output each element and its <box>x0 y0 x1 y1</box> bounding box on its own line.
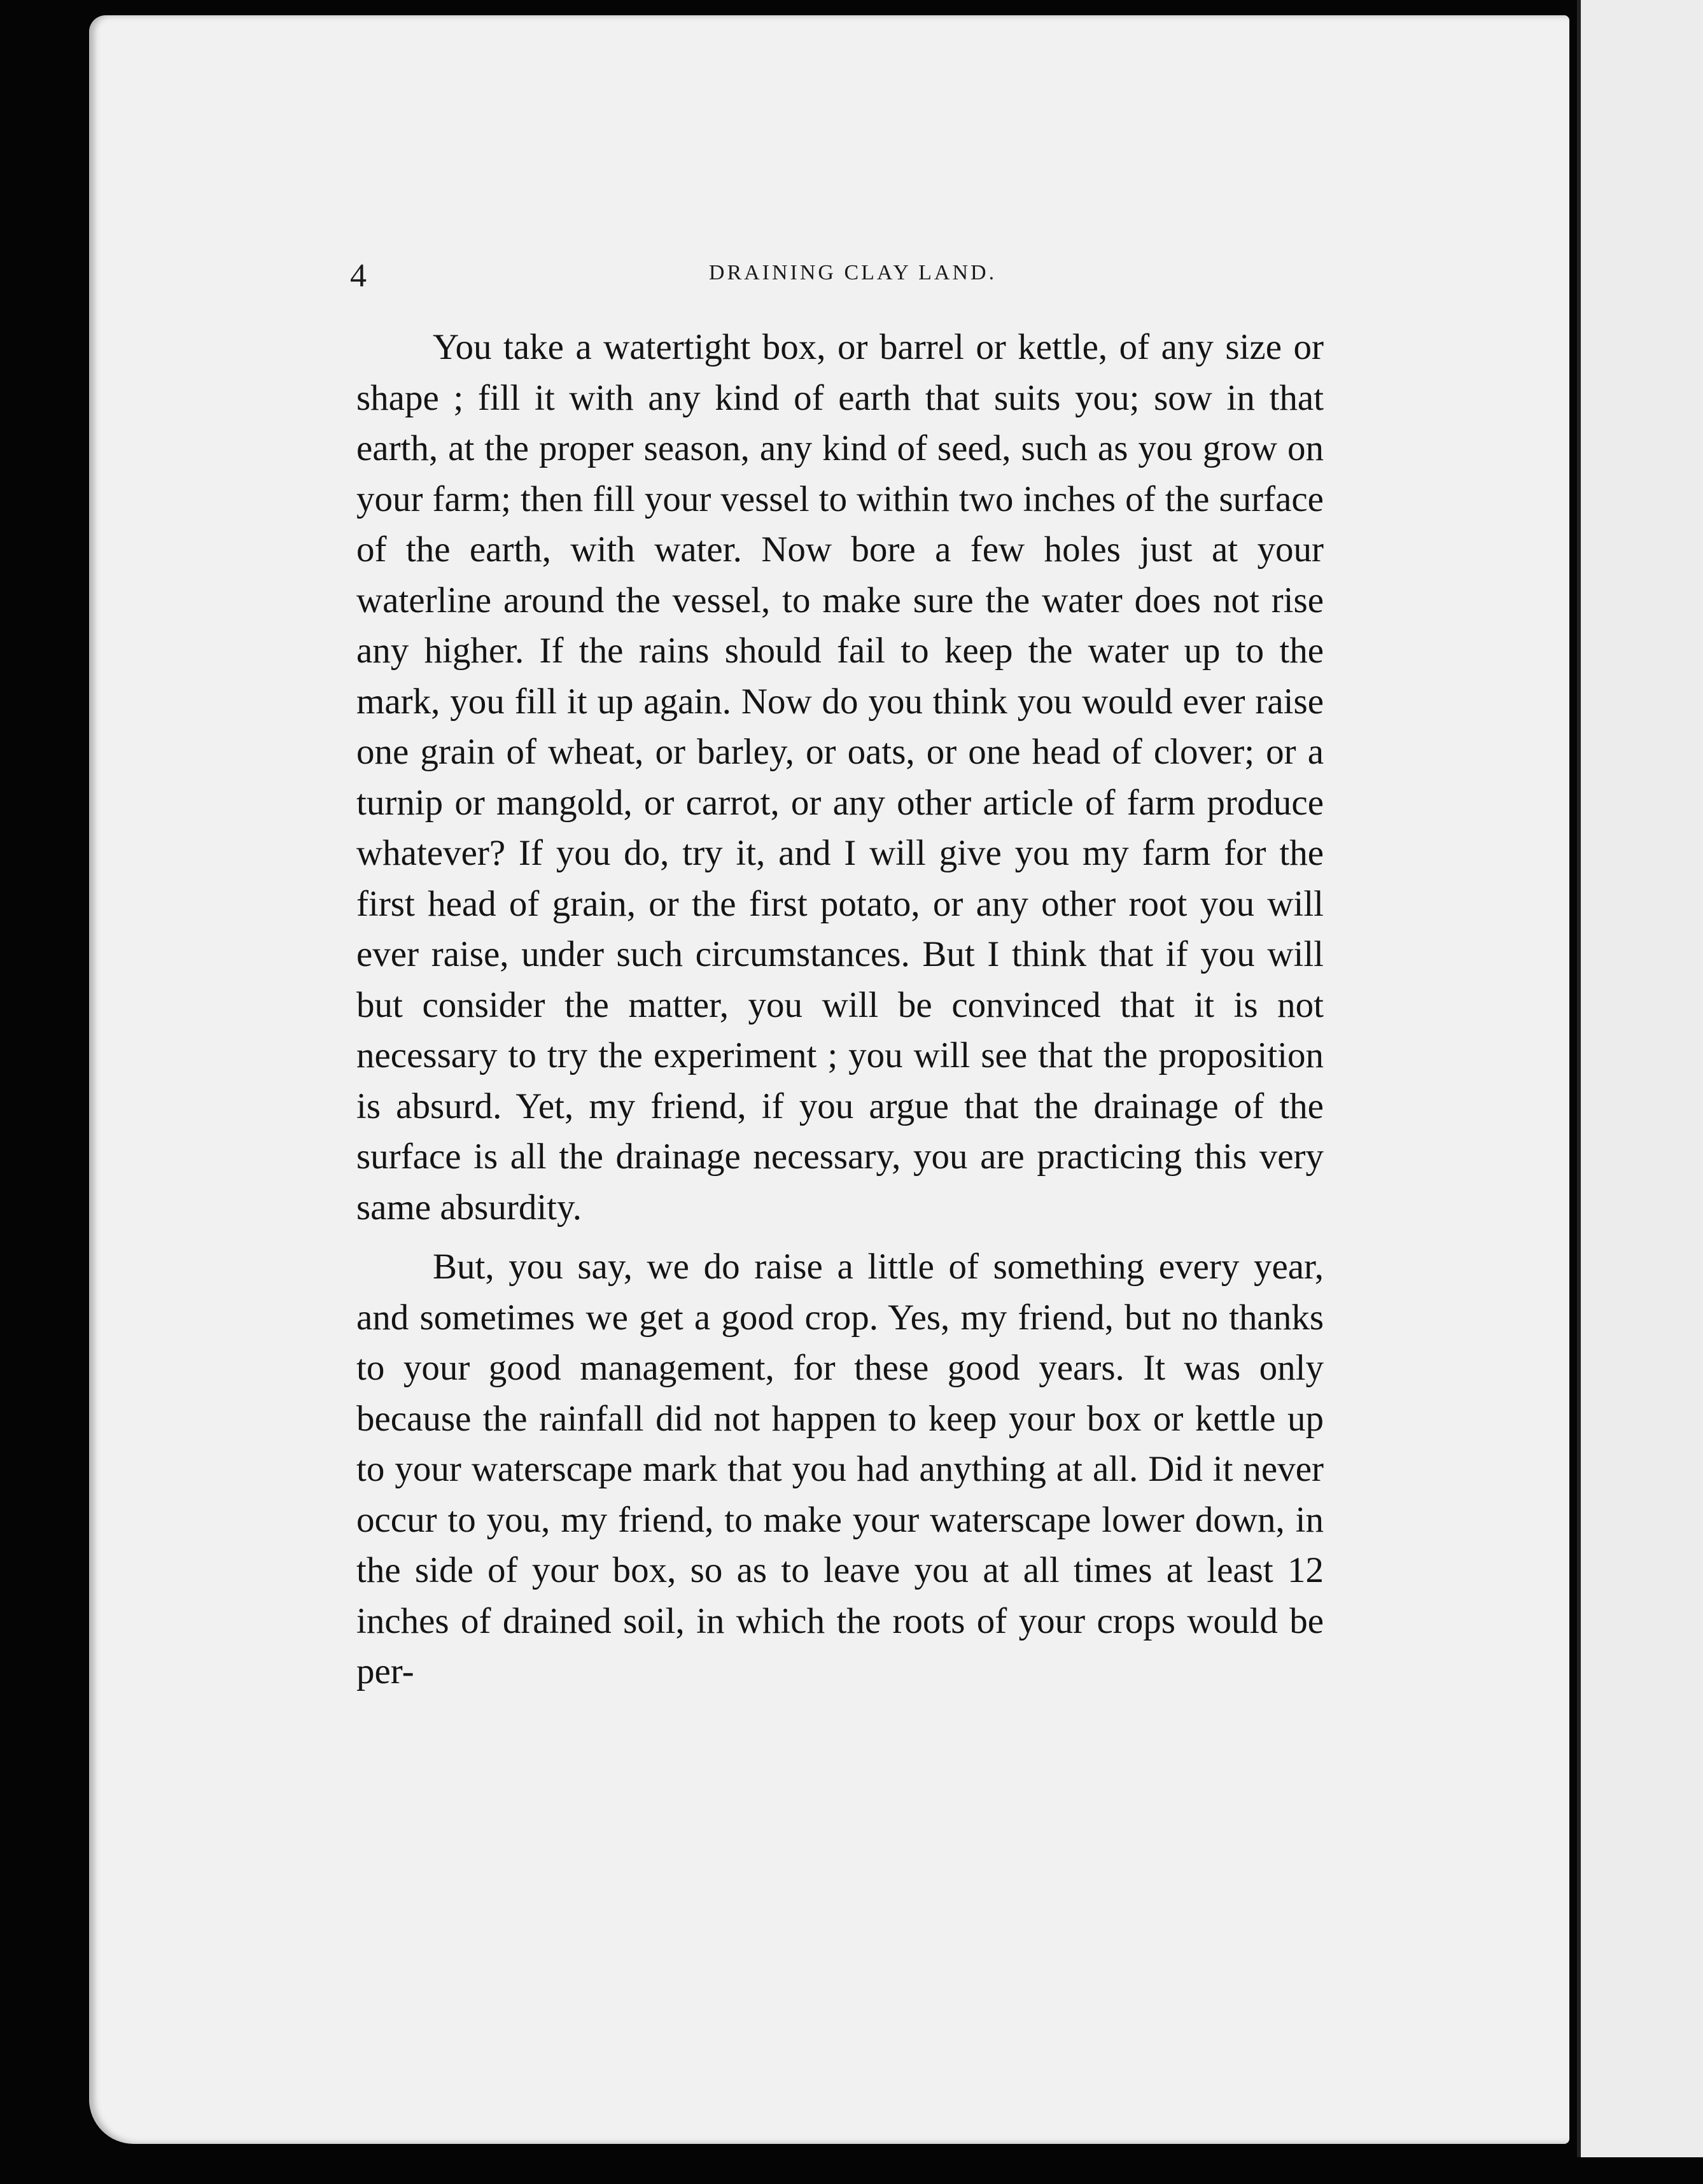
paragraph-2: But, you say, we do raise a little of something every year, and sometimes we get a good crop. Yes, my friend, but no thanks to your good management, for these good years. It was only because the rainfall did not happen to keep your box or kettle up to your waterscape mark that you had anything at all. Did it never occur to you, my friend, to make your waterscape lower down, in the side of your box, so as to leave you at all times at least 12 inches of drained soil, in which the roots of your crops would be per- <box>356 1247 1324 1691</box>
facing-page-edge <box>1577 0 1703 2184</box>
paragraph-1: You take a watertight box, or barrel or kettle, of any size or shape ; fill it with any kind of earth that suits you; sow in that earth, at the proper season, any kind of seed, such as you grow on your farm; then fill your vessel to within two inches of the surface of the earth, with water. Now bore a few holes just at your waterline around the vessel, to make sure the water does not rise any higher. If the rains should fail to keep the water up to the mark, you fill it up again. Now do you think you would ever raise one grain of wheat, or barley, or oats, or one head of clover; or a turnip or mangold, or carrot, or any other article of farm produce whatever? If you do, try it, and I will give you my farm for the first head of grain, or the first potato, or any other root you will ever raise, under such circumstances. But I think that if you will but consider the matter, you will be convinced that it is not necessary to try the experiment ; you will see that the proposition is absurd. Yet, my friend, if you argue that the drainage of the surface is all the drainage necessary, you are practicing this very same absurdity. <box>356 327 1324 1228</box>
scan-border <box>1577 2157 1703 2184</box>
running-head <box>350 257 1330 302</box>
page-number: 4 <box>350 258 367 294</box>
running-head-title: DRAINING CLAY LAND. <box>708 261 997 284</box>
body-text <box>356 322 1324 1697</box>
